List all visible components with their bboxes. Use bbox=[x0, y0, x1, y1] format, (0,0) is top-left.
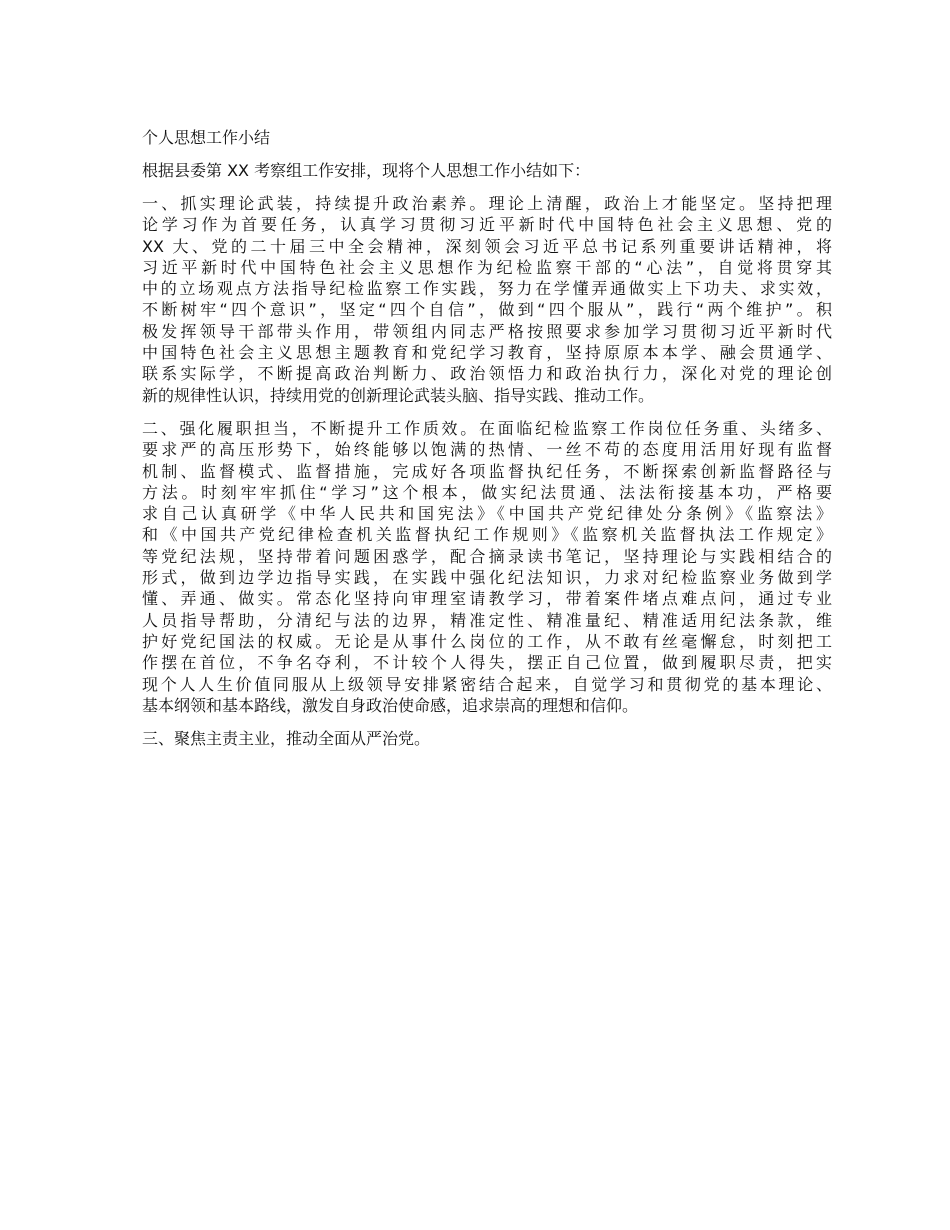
paragraph-line: 论学习作为首要任务，认真学习贯彻习近平新时代中国特色社会主义思想、党的 bbox=[142, 215, 832, 235]
section-1-paragraph bbox=[142, 193, 832, 406]
paragraph-line: 现个人人生价值同服从上级领导安排紧密结合起来，自觉学习和贯彻党的基本理论、 bbox=[142, 674, 832, 694]
document-title: 个人思想工作小结 bbox=[142, 128, 271, 147]
paragraph-line: 习近平新时代中国特色社会主义思想作为纪检监察干部的“心法”，自觉将贯穿其 bbox=[142, 257, 832, 277]
document-page bbox=[142, 127, 832, 761]
paragraph-line: 人员指导帮助，分清纪与法的边界，精准定性、精准量纪、精准适用纪法条款，维 bbox=[142, 610, 832, 630]
section-2-paragraph bbox=[142, 418, 832, 716]
paragraph-line: 新的规律性认识，持续用党的创新理论武装头脑、指导实践、推动工作。 bbox=[142, 385, 655, 405]
paragraph-line: 不断树牢“四个意识”，坚定“四个自信”，做到“四个服从”，践行“两个维护”。积 bbox=[142, 300, 832, 320]
paragraph-line: 和《中国共产党纪律检查机关监督执纪工作规则》《监察机关监督执法工作规定》 bbox=[142, 525, 832, 545]
paragraph-line: 懂、弄通、做实。常态化坚持向审理室请教学习，带着案件堵点难点问，通过专业 bbox=[142, 589, 832, 609]
paragraph-line: 二、强化履职担当，不断提升工作质效。在面临纪检监察工作岗位任务重、头绪多、 bbox=[142, 418, 832, 438]
intro-paragraph: 根据县委第 XX 考察组工作安排，现将个人思想工作小结如下： bbox=[142, 161, 591, 180]
paragraph-line: 要求严的高压形势下，始终能够以饱满的热情、一丝不苟的态度用活用好现有监督 bbox=[142, 440, 832, 460]
paragraph-line: 机制、监督模式、监督措施，完成好各项监督执纪任务，不断探索创新监督路径与 bbox=[142, 461, 832, 481]
paragraph-line: 中的立场观点方法指导纪检监察工作实践，努力在学懂弄通做实上下功夫、求实效， bbox=[142, 279, 832, 299]
paragraph-line: 等党纪法规，坚持带着问题困惑学，配合摘录读书笔记，坚持理论与实践相结合的 bbox=[142, 546, 832, 566]
section-3-heading: 三、聚焦主责主业，推动全面从严治党。 bbox=[142, 729, 431, 749]
paragraph-line: XX 大、党的二十届三中全会精神，深刻领会习近平总书记系列重要讲话精神，将 bbox=[142, 236, 832, 256]
paragraph-line: 极发挥领导干部带头作用，带领组内同志严格按照要求参加学习贯彻习近平新时代 bbox=[142, 321, 832, 341]
paragraph-line: 护好党纪国法的权威。无论是从事什么岗位的工作，从不敢有丝毫懈怠，时刻把工 bbox=[142, 631, 832, 651]
paragraph-line: 中国特色社会主义思想主题教育和党纪学习教育，坚持原原本本学、融会贯通学、 bbox=[142, 343, 832, 363]
paragraph-line: 方法。时刻牢牢抓住“学习”这个根本，做实纪法贯通、法法衔接基本功，严格要 bbox=[142, 482, 832, 502]
paragraph-line: 作摆在首位，不争名夺利，不计较个人得失，摆正自己位置，做到履职尽责，把实 bbox=[142, 653, 832, 673]
paragraph-line: 联系实际学，不断提高政治判断力、政治领悟力和政治执行力，深化对党的理论创 bbox=[142, 364, 832, 384]
paragraph-line: 基本纲领和基本路线，激发自身政治使命感，追求崇高的理想和信仰。 bbox=[142, 695, 639, 715]
paragraph-line: 形式，做到边学边指导实践，在实践中强化纪法知识，力求对纪检监察业务做到学 bbox=[142, 568, 832, 588]
paragraph-line: 一、抓实理论武装，持续提升政治素养。理论上清醒，政治上才能坚定。坚持把理 bbox=[142, 194, 832, 213]
paragraph-line: 求自己认真研学《中华人民共和国宪法》《中国共产党纪律处分条例》《监察法》 bbox=[142, 504, 832, 524]
